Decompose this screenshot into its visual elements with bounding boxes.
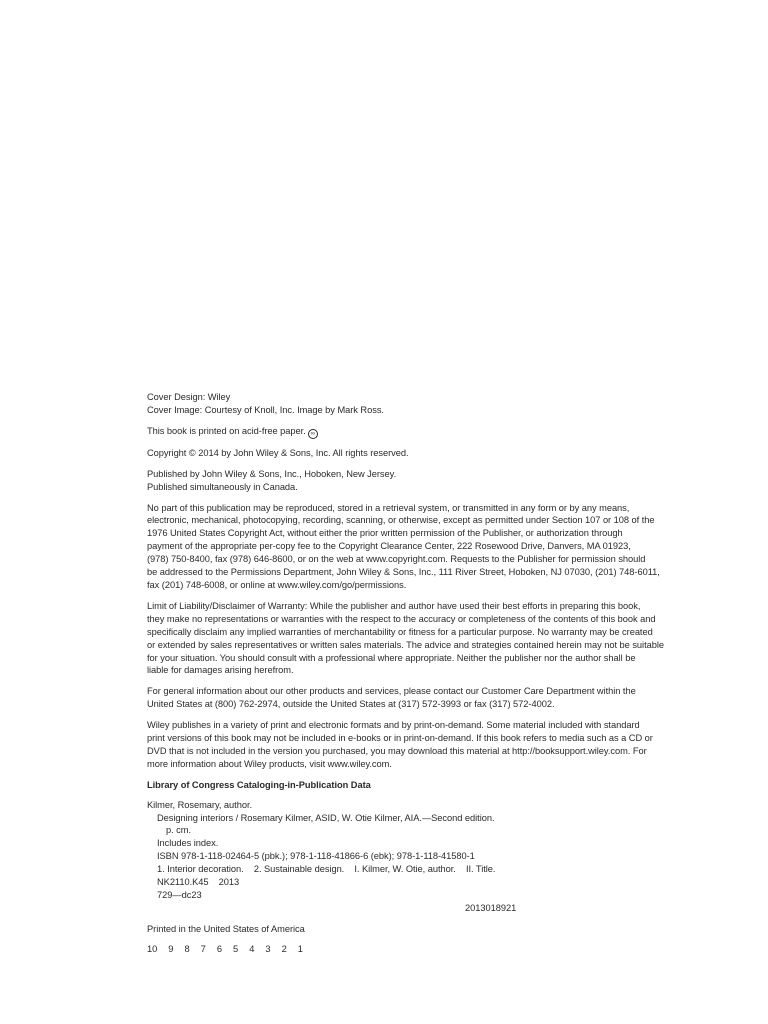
- warranty-line: specifically disclaim any implied warranties of merchantability or fitness for a particular purpose. No warranty may be created: [147, 626, 653, 637]
- rights-line: be addressed to the Permissions Department, John Wiley & Sons, Inc., 111 River Street, Hoboken, NJ 07030, (201) 748-6011,: [147, 567, 660, 578]
- published-by: Published by John Wiley & Sons, Inc., Hoboken, New Jersey.: [147, 468, 397, 479]
- acid-free-text: This book is printed on acid-free paper.: [147, 425, 306, 436]
- cover-image-credit: Cover Image: Courtesy of Knoll, Inc. Image by Mark Ross.: [147, 404, 384, 415]
- cip-lccn: 2013018921: [465, 902, 517, 913]
- info-line: For general information about our other products and services, please contact our Customer Care Department within the: [147, 686, 636, 697]
- formats-line: more information about Wiley products, visit www.wiley.com.: [147, 758, 392, 769]
- formats-line: print versions of this book may not be included in e-books or in print-on-demand. If this book refers to media such as a CD or: [147, 733, 653, 744]
- cip-dewey: 729—dc23: [157, 890, 202, 900]
- rights-line: 1976 United States Copyright Act, without either the prior written permission of the Publisher, or authorization through: [147, 528, 623, 539]
- rights-line: (978) 750-8400, fax (978) 646-8600, or on the web at www.copyright.com. Requests to the Publisher for permission should: [147, 554, 646, 565]
- cip-author: Kilmer, Rosemary, author.: [147, 799, 253, 810]
- cip-heading: Library of Congress Cataloging-in-Publication Data: [147, 779, 371, 790]
- rights-line: electronic, mechanical, photocopying, recording, scanning, or otherwise, except as permitted under Section 107 or 108 of the: [147, 515, 655, 526]
- formats-paragraph: [147, 719, 692, 771]
- acid-free-note: [147, 425, 692, 439]
- rights-line: No part of this publication may be reproduced, stored in a retrieval system, or transmitted in any form or by any means,: [147, 502, 630, 513]
- cover-design-credit: Cover Design: Wiley: [147, 392, 231, 402]
- cip-title: Designing interiors / Rosemary Kilmer, ASID, W. Otie Kilmer, AIA.—Second edition.: [157, 812, 495, 823]
- published-canada: Published simultaneously in Canada.: [147, 481, 298, 492]
- formats-line: Wiley publishes in a variety of print and electronic formats and by print-on-demand. Some material included with standard: [147, 720, 640, 731]
- print-line: 10 9 8 7 6 5 4 3 2 1: [147, 943, 303, 954]
- cip-index: Includes index.: [157, 838, 219, 849]
- copyright-line: Copyright © 2014 by John Wiley & Sons, Inc. All rights reserved.: [147, 447, 409, 458]
- warranty-line: Limit of Liability/Disclaimer of Warranty: While the publisher and author have used their best efforts in preparing this book,: [147, 600, 641, 611]
- rights-line: fax (201) 748-6008, or online at www.wiley.com/go/permissions.: [147, 579, 407, 590]
- rights-paragraph: [147, 502, 692, 592]
- recycled-paper-icon: ∞: [308, 429, 318, 439]
- warranty-line: they make no representations or warranties with the respect to the accuracy or completeness of the contents of this book and: [147, 613, 656, 624]
- cip-subjects: 1. Interior decoration. 2. Sustainable design. I. Kilmer, W. Otie, author. II. Title.: [157, 864, 496, 875]
- warranty-paragraph: [147, 600, 692, 677]
- warranty-line: for your situation. You should consult with a professional where appropriate. Neither the publisher nor the author shall be: [147, 652, 636, 663]
- customer-care-paragraph: [147, 685, 692, 711]
- printed-in: Printed in the United States of America: [147, 923, 305, 934]
- cip-block: [147, 779, 692, 915]
- cip-isbn: ISBN 978-1-118-02464-5 (pbk.); 978-1-118-41866-6 (ebk); 978-1-118-41580-1: [157, 851, 475, 862]
- cip-pages: p. cm.: [166, 825, 192, 836]
- info-line: United States at (800) 762-2974, outside the United States at (317) 572-3993 or fax (317) 572-4002.: [147, 699, 555, 710]
- warranty-line: or extended by sales representatives or written sales materials. The advice and strategies contained herein may not be suitable: [147, 639, 664, 650]
- formats-line: DVD that is not included in the version you purchased, you may download this material at http://booksupport.wiley.com. For: [147, 745, 647, 756]
- cip-classification: NK2110.K45 2013: [157, 877, 240, 888]
- copyright-page: [147, 391, 692, 956]
- warranty-line: liable for damages arising herefrom.: [147, 665, 294, 676]
- rights-line: payment of the appropriate per-copy fee to the Copyright Clearance Center, 222 Rosewood Drive, Danvers, MA 01923,: [147, 541, 631, 552]
